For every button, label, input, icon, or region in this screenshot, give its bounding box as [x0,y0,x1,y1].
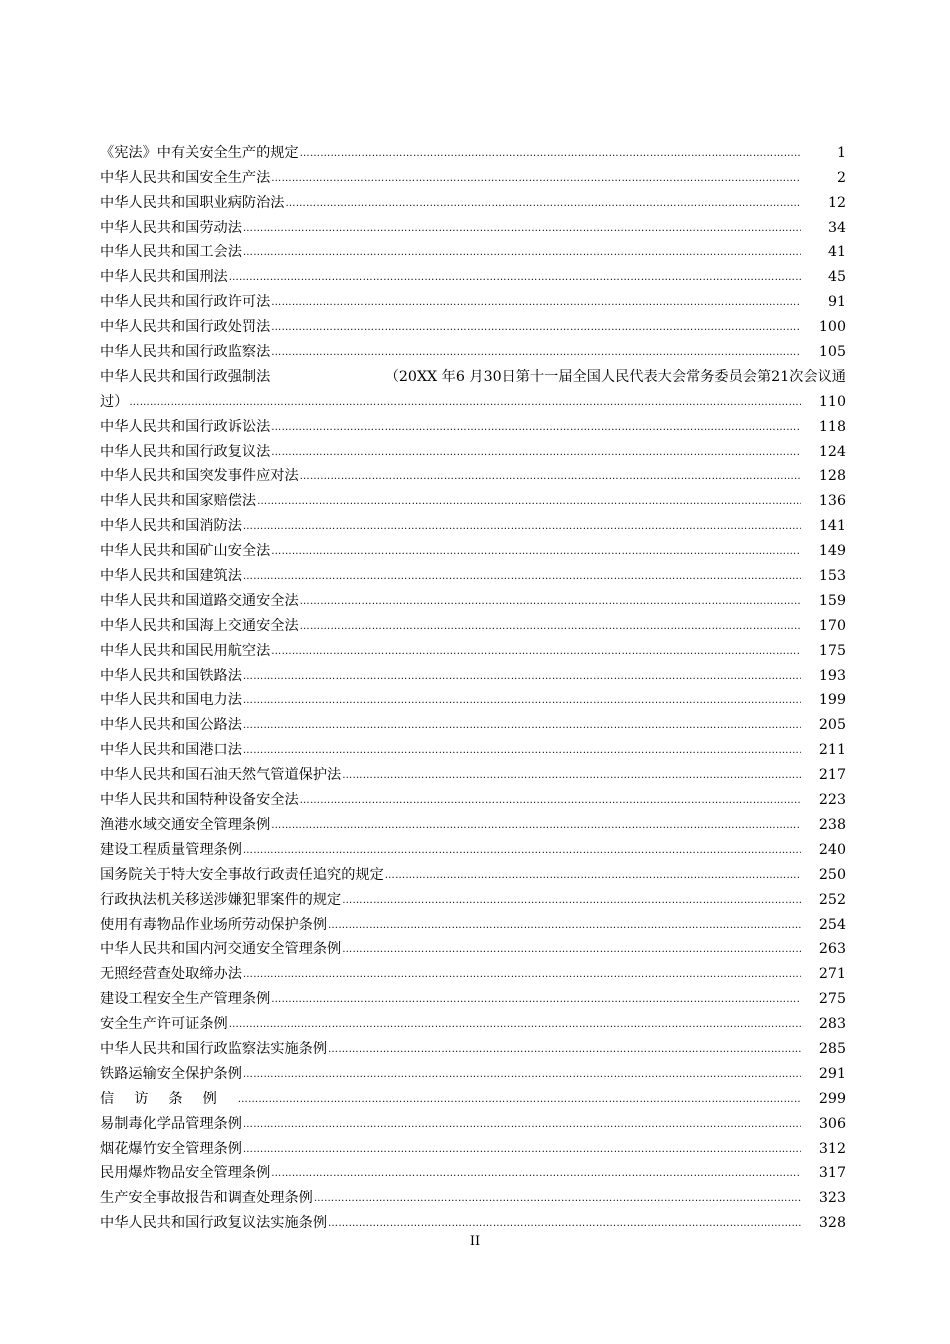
toc-entry[interactable] [100,261,846,286]
toc-entry[interactable] [100,436,846,461]
toc-entry-page: 211 [818,742,846,759]
toc-entry-page: 283 [818,1016,846,1033]
toc-entry-page: 159 [818,592,846,609]
dot-leader [243,672,801,682]
dot-leader [243,721,801,731]
dot-leader [243,572,801,582]
dot-leader [271,298,801,308]
dot-leader [271,348,801,358]
toc-entry-title: 中华人民共和国消防法 [100,518,242,535]
dot-leader [271,647,801,657]
toc-entry-page: 118 [818,418,846,435]
toc-entry-page: 141 [818,518,846,535]
toc-entry-page: 170 [818,617,846,634]
toc-entry[interactable] [100,660,846,685]
toc-entry-page: 175 [818,642,846,659]
toc-entry[interactable] [100,983,846,1008]
table-of-contents [100,137,846,1232]
toc-entry-page: 275 [818,991,846,1008]
toc-entry-page: 312 [818,1140,846,1157]
dot-leader [271,448,801,458]
toc-entry-title: 中华人民共和国工会法 [100,244,242,261]
toc-entry-page: 149 [818,543,846,560]
toc-entry-page: 223 [818,792,846,809]
toc-entry-title: 中华人民共和国家赔偿法 [100,493,257,510]
dot-leader [300,622,801,632]
toc-entry-title: 中华人民共和国建筑法 [100,568,242,585]
toc-entry-line1[interactable] [100,361,846,386]
toc-entry[interactable] [100,759,846,784]
toc-entry-title: 中华人民共和国电力法 [100,692,242,709]
dot-leader [243,1145,801,1155]
toc-entry-page: 217 [818,767,846,784]
dot-leader [271,174,801,184]
dot-leader [243,696,801,706]
toc-entry[interactable] [100,1182,846,1207]
toc-entry-page: 34 [827,219,846,236]
toc-entry-title: 中华人民共和国矿山安全法 [100,543,271,560]
toc-entry-title: 中华人民共和国行政复议法实施条例 [100,1215,328,1232]
toc-entry-title: 中华人民共和国特种设备安全法 [100,792,299,809]
toc-entry[interactable] [100,958,846,983]
toc-entry-title: 中华人民共和国内河交通安全管理条例 [100,941,342,958]
toc-entry[interactable] [100,461,846,486]
toc-entry-page: 328 [818,1215,846,1232]
dot-leader [342,771,801,781]
toc-entry-title: 中华人民共和国海上交通安全法 [100,617,299,634]
toc-entry[interactable] [100,1108,846,1133]
toc-entry-line2[interactable] [100,386,846,411]
toc-entry-title: 中华人民共和国安全生产法 [100,169,271,186]
toc-entry[interactable] [100,934,846,959]
dot-leader [238,1095,801,1105]
toc-entry-page: 153 [818,568,846,585]
toc-entry-page: 205 [818,717,846,734]
toc-entry-title: 中华人民共和国突发事件应对法 [100,468,299,485]
toc-entry[interactable] [100,187,846,212]
dot-leader [271,423,801,433]
dot-leader [271,1169,801,1179]
toc-entry-page: 2 [836,169,846,186]
toc-entry-title: 建设工程安全生产管理条例 [100,991,271,1008]
toc-entry-page: 250 [818,866,846,883]
toc-entry-title: 易制毒化学品管理条例 [100,1115,242,1132]
toc-entry-title: 铁路运输安全保护条例 [100,1065,242,1082]
toc-entry-page: 252 [818,891,846,908]
toc-entry-title: 民用爆炸物品安全管理条例 [100,1165,271,1182]
toc-entry[interactable] [100,485,846,510]
toc-entry-title-note: （20XX 年6 月30日第十一届全国人民代表大会常务委员会第21次会议通 [384,368,846,385]
toc-entry-page: 263 [818,941,846,958]
toc-entry[interactable] [100,1207,846,1232]
toc-entry-title: 中华人民共和国行政复议法 [100,443,271,460]
toc-entry[interactable] [100,1133,846,1158]
toc-entry-title: 建设工程质量管理条例 [100,841,242,858]
toc-entry-title: 中华人民共和国港口法 [100,742,242,759]
toc-entry-title: 中华人民共和国劳动法 [100,219,242,236]
toc-entry[interactable] [100,585,846,610]
toc-entry-title [100,368,846,386]
toc-entry-title: 中华人民共和国行政许可法 [100,294,271,311]
toc-entry[interactable] [100,311,846,336]
toc-entry-title: 生产安全事故报告和调查处理条例 [100,1190,313,1207]
toc-entry-page: 105 [818,344,846,361]
toc-entry-page: 100 [818,319,846,336]
toc-entry-title: 使用有毒物品作业场所劳动保护条例 [100,916,328,933]
toc-entry[interactable] [100,1058,846,1083]
dot-leader [328,1219,801,1229]
toc-entry[interactable] [100,909,846,934]
toc-entry-page: 41 [827,244,846,261]
toc-entry-title: 中华人民共和国行政处罚法 [100,319,271,336]
toc-entry-page: 110 [818,393,846,410]
toc-entry-page: 271 [818,966,846,983]
dot-leader [328,1045,801,1055]
dot-leader [342,945,801,955]
dot-leader [243,248,801,258]
dot-leader [243,1120,801,1130]
toc-entry[interactable] [100,535,846,560]
dot-leader [300,796,801,806]
dot-leader [257,497,801,507]
toc-entry[interactable] [100,510,846,535]
dot-leader [229,273,801,283]
toc-entry[interactable] [100,560,846,585]
toc-entry-title: 无照经营查处取缔办法 [100,966,242,983]
toc-entry-page: 317 [818,1165,846,1182]
toc-entry-page: 291 [818,1065,846,1082]
toc-entry-title: 中华人民共和国行政监察法 [100,344,271,361]
dot-leader [129,398,801,408]
toc-entry-title: 中华人民共和国职业病防治法 [100,194,285,211]
toc-entry-title: 中华人民共和国民用航空法 [100,642,271,659]
dot-leader [285,199,801,209]
toc-entry-title: 信访条例 [100,1090,237,1107]
dot-leader [243,846,801,856]
dot-leader [314,1194,801,1204]
toc-entry-title: 国务院关于特大安全事故行政责任追究的规定 [100,866,384,883]
toc-entry-title: 中华人民共和国道路交通安全法 [100,592,299,609]
toc-entry[interactable] [100,411,846,436]
dot-leader [271,821,801,831]
toc-entry-page: 199 [818,692,846,709]
toc-entry[interactable] [100,635,846,660]
dot-leader [271,995,801,1005]
dot-leader [271,323,801,333]
toc-entry-title: 中华人民共和国行政监察法实施条例 [100,1040,328,1057]
toc-entry-page: 238 [818,816,846,833]
toc-entry[interactable] [100,1033,846,1058]
dot-leader [229,1020,801,1030]
toc-entry-title: 渔港水域交通安全管理条例 [100,816,271,833]
toc-entry[interactable] [100,137,846,162]
dot-leader [300,597,801,607]
toc-entry[interactable] [100,336,846,361]
toc-entry-page: 45 [827,269,846,286]
toc-entry[interactable] [100,784,846,809]
toc-entry-title: 中华人民共和国铁路法 [100,667,242,684]
toc-entry-page: 299 [818,1090,846,1107]
toc-entry-title: 《宪法》中有关安全生产的规定 [100,144,299,161]
page-number-footer: II [469,1234,481,1249]
dot-leader [243,970,801,980]
toc-entry-page: 128 [818,468,846,485]
toc-entry-page: 193 [818,667,846,684]
toc-entry[interactable] [100,809,846,834]
toc-entry[interactable] [100,859,846,884]
toc-entry-title-main: 中华人民共和国行政强制法 [100,368,271,385]
toc-entry-page: 136 [818,493,846,510]
dot-leader [342,896,801,906]
dot-leader [385,871,801,881]
dot-leader [243,224,801,234]
toc-entry[interactable] [100,237,846,262]
toc-entry-page: 323 [818,1190,846,1207]
toc-entry-title: 行政执法机关移送涉嫌犯罪案件的规定 [100,891,342,908]
toc-entry[interactable] [100,834,846,859]
toc-entry-title: 安全生产许可证条例 [100,1016,228,1033]
dot-leader [271,547,801,557]
dot-leader [243,746,801,756]
toc-entry[interactable] [100,286,846,311]
toc-entry[interactable] [100,610,846,635]
toc-entry[interactable] [100,1083,846,1108]
toc-entry-page: 12 [827,194,846,211]
toc-entry-title: 中华人民共和国刑法 [100,269,228,286]
toc-entry[interactable] [100,685,846,710]
toc-entry-page: 124 [818,443,846,460]
toc-entry[interactable] [100,212,846,237]
dot-leader [300,149,801,159]
toc-entry-page: 1 [836,144,846,161]
dot-leader [243,1070,801,1080]
dot-leader [243,522,801,532]
toc-entry-title: 中华人民共和国行政诉讼法 [100,418,271,435]
toc-entry-page: 91 [827,294,846,311]
toc-entry[interactable] [100,1158,846,1183]
toc-entry[interactable] [100,884,846,909]
toc-entry-title-continued: 过） [100,393,129,410]
toc-entry[interactable] [100,709,846,734]
toc-entry-title: 中华人民共和国公路法 [100,717,242,734]
dot-leader [328,921,801,931]
toc-entry-title: 烟花爆竹安全管理条例 [100,1140,242,1157]
toc-entry-page: 285 [818,1040,846,1057]
toc-entry-page: 306 [818,1115,846,1132]
toc-entry-page: 254 [818,916,846,933]
toc-entry-page: 240 [818,841,846,858]
toc-entry[interactable] [100,734,846,759]
dot-leader [300,472,801,482]
toc-entry-title: 中华人民共和国石油天然气管道保护法 [100,767,342,784]
toc-entry[interactable] [100,162,846,187]
toc-entry[interactable] [100,1008,846,1033]
